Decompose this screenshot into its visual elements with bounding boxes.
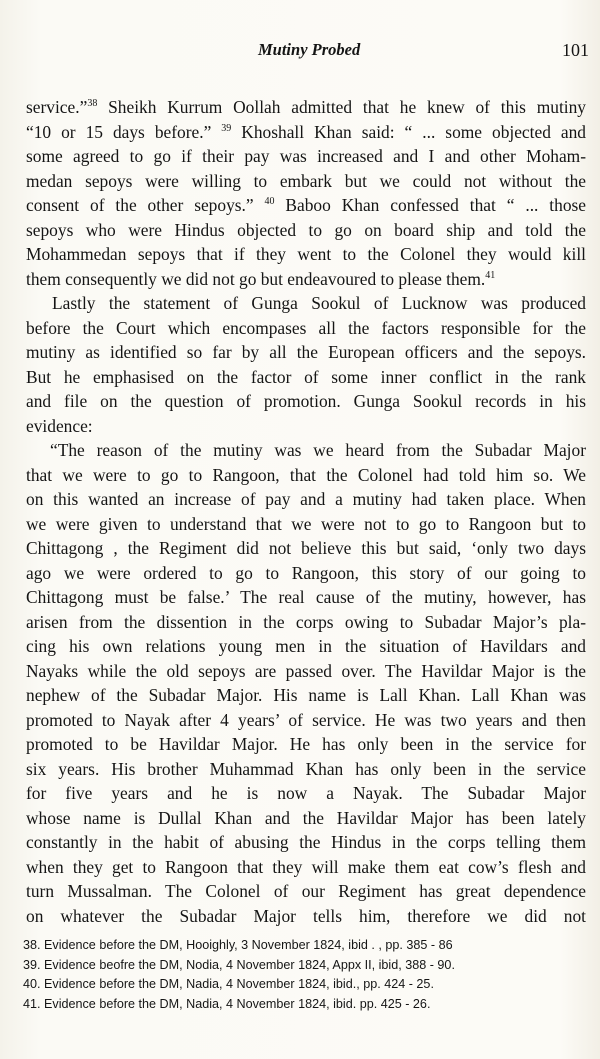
text-line [26, 414, 586, 439]
footnote-ref: 38 [87, 98, 98, 109]
footnote: 41. Evidence before the DM, Nadia, 4 November 1824, ibid. pp. 425 - 26. [23, 996, 431, 1011]
text-run: “The reason of the mutiny was we heard from the Subadar Major [50, 440, 586, 460]
text-line [26, 708, 586, 733]
page-header [0, 40, 600, 66]
text-line [26, 267, 586, 292]
page-number: 101 [562, 40, 589, 60]
text-line [26, 732, 586, 757]
text-line [26, 120, 586, 145]
text-line [26, 830, 586, 855]
text-run: turn Mussalman. The Colonel of our Regiment has great dependence [26, 881, 586, 901]
text-line [26, 316, 586, 341]
text-line [26, 561, 586, 586]
text-run: on this wanted an increase of pay and a mutiny had taken place. When [26, 489, 586, 509]
text-line [26, 193, 586, 218]
body-text [26, 95, 586, 928]
text-run: promoted to Nayak after 4 years’ of service. He was two years and then [26, 709, 586, 730]
text-run: medan sepoys were willing to embark but we could not without the [26, 170, 586, 191]
text-run: Nayaks while the old sepoys are passed over. The Havildar Major is the [26, 660, 586, 681]
text-line [26, 218, 586, 243]
text-run: for five years and he is now a Nayak. The Subadar Major [26, 783, 586, 803]
text-run: But he emphasised on the factor of some inner conflict in the rank [26, 366, 586, 387]
text-run: we were given to understand that we were not to go to Rangoon but to [26, 513, 586, 534]
text-run: and file on the question of promotion. Gunga Sookul records in his [26, 391, 586, 411]
text-run: six years. His brother Muhammad Khan has only been in the service [26, 758, 586, 779]
text-run: ago we were ordered to go to Rangoon, this story of our going to [26, 562, 586, 583]
text-run: cing his own relations young men in the situation of Havildars and [26, 636, 586, 656]
footnote: 38. Evidence before the DM, Hooighly, 3 November 1824, ibid . , pp. 385 - 86 [23, 938, 453, 952]
text-line [26, 169, 586, 194]
text-line [26, 144, 586, 169]
footnotes [23, 936, 583, 1014]
text-run: Chittagong must be false.’ The real cause of the mutiny, however, has [26, 587, 586, 607]
text-run: on whatever the Subadar Major tells him, therefore we did not [26, 905, 586, 926]
text-line [26, 781, 586, 806]
text-run: Lastly the statement of Gunga Sookul of Lucknow was produced [52, 293, 586, 313]
footnote: 40. Evidence before the DM, Nadia, 4 November 1824, ibid., pp. 424 - 25. [23, 977, 434, 992]
text-line [26, 634, 586, 659]
text-run: Baboo Khan confessed that “ ... those [274, 195, 586, 215]
text-line [26, 389, 586, 414]
text-run: arisen from the dissention in the corps owing to Subadar Major’s pla- [26, 611, 586, 632]
text-run: nephew of the Subadar Major. His name is Lall Khan. Lall Khan was [26, 685, 586, 705]
text-run: before the Court which encompases all the factors responsible for the [26, 317, 586, 338]
text-run: constantly in the habit of abusing the Hindus in the corps telling them [26, 832, 586, 852]
text-run: evidence: [26, 415, 93, 436]
text-run: Chittagong , the Regiment did not believe this but said, ‘only two days [26, 538, 586, 558]
text-line [26, 904, 586, 929]
footnote-ref: 40 [264, 196, 275, 207]
text-line [26, 806, 586, 831]
text-run: Sheikh Kurrum Oollah admitted that he knew of this mutiny [97, 97, 586, 117]
text-line [26, 365, 586, 390]
text-run: Khoshall Khan said: “ ... some objected and [231, 121, 586, 142]
text-line [26, 585, 586, 610]
text-line [26, 536, 586, 561]
text-run: sepoys who were Hindus objected to go on board ship and told the [26, 219, 586, 240]
text-line [26, 512, 586, 537]
text-line [26, 683, 586, 708]
text-line [26, 340, 586, 365]
text-line [26, 463, 586, 488]
text-run: Mohammedan sepoys that if they went to the Colonel they would kill [26, 244, 586, 264]
text-run: “10 or 15 days before.” [26, 121, 222, 142]
running-title: Mutiny Probed [258, 40, 361, 59]
text-run: some agreed to go if their pay was increased and I and other Moham- [26, 146, 586, 166]
text-run: mutiny as identified so far by all the European officers and the sepoys. [26, 342, 586, 362]
text-run: them consequently we did not go but endeavoured to please them. [26, 268, 486, 289]
text-line [26, 242, 586, 267]
text-run: consent of the other sepoys.” [26, 195, 265, 215]
text-line [26, 879, 586, 904]
footnote: 39. Evidence beofre the DM, Nodia, 4 November 1824, Appx II, ibid, 388 - 90. [23, 957, 455, 972]
text-line [26, 487, 586, 512]
text-run: that we were to go to Rangoon, that the Colonel had told him so. We [26, 464, 586, 485]
text-run: service.” [26, 97, 88, 117]
text-line [26, 291, 586, 316]
footnote-ref: 39 [221, 122, 232, 134]
text-run: promoted to be Havildar Major. He has only been in the service for [26, 734, 586, 754]
text-line [26, 659, 586, 684]
text-line [26, 855, 586, 880]
footnote-ref: 41 [485, 269, 496, 281]
text-line [26, 610, 586, 635]
text-line [26, 757, 586, 782]
text-line [26, 95, 586, 120]
text-line [26, 438, 586, 463]
text-run: whose name is Dullal Khan and the Havildar Major has been lately [26, 807, 586, 828]
text-run: when they get to Rangoon that they will make them eat cow’s flesh and [26, 856, 586, 877]
